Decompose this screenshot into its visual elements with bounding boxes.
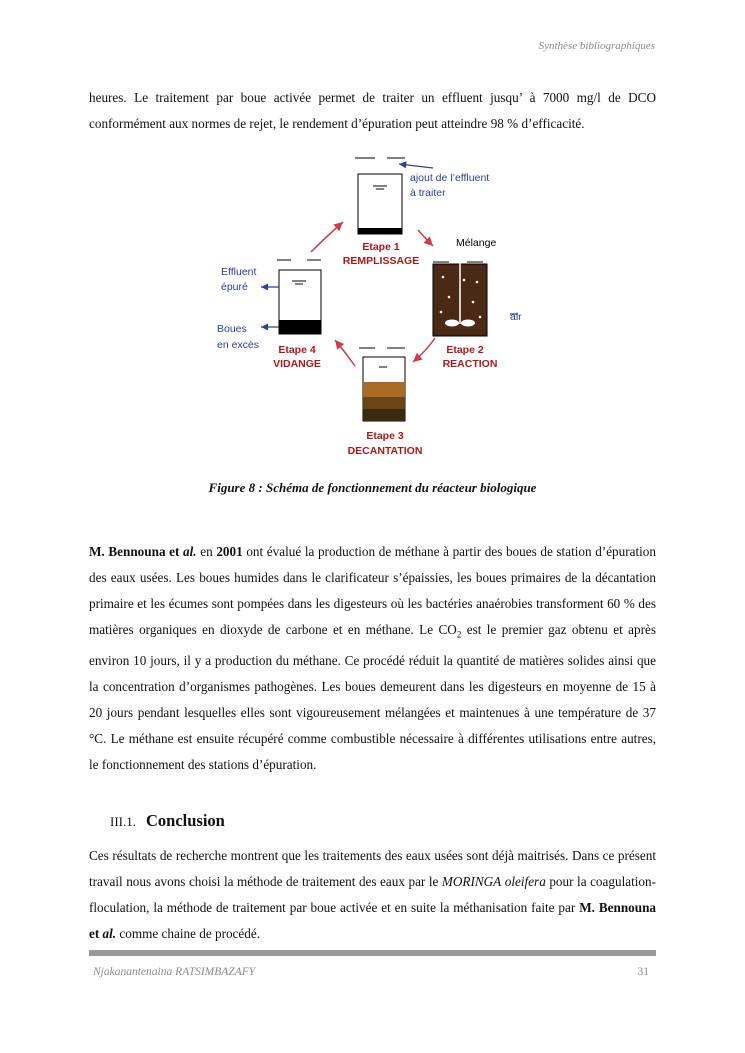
footer-rule — [89, 950, 656, 956]
reactor-cycle-svg — [215, 152, 535, 462]
tank-reaction — [433, 244, 487, 336]
air-label: air — [510, 311, 522, 323]
conclusion-author: M. Bennouna et — [89, 900, 657, 941]
running-header: Synthèse bibliographiques — [538, 40, 655, 52]
conclusion-etal: al. — [102, 926, 117, 941]
paragraph-intro: heures. Le traitement par boue activée permet de traiter un effluent jusqu’ à 7000 mg/l de DCO conformément aux normes de rejet, le rendement d’épuration peut atteindre 98 % d’efficacité. — [89, 90, 656, 131]
study-year: 2001 — [216, 544, 243, 559]
sludge-label-1: Boues — [217, 323, 247, 335]
step3-label-1: Etape 3 — [366, 430, 404, 442]
mixing-label: Mélange — [456, 237, 497, 249]
co2-subscript: 2 — [456, 629, 462, 640]
author-name: M. Bennouna et — [89, 544, 180, 559]
oleifera-term: oleifera — [504, 874, 546, 889]
cycle-arrow-1-2 — [418, 230, 433, 246]
conclusion-text-b: pour la coagulation-floculation, la méthode de traitement par boue activée et en suite la méthanisation faite par — [89, 874, 656, 915]
step3-label-2: DECANTATION — [347, 445, 423, 457]
effluent-label-1: Effluent — [221, 266, 257, 278]
cycle-arrow-3-4 — [335, 340, 355, 366]
conclusion-text-a: Ces résultats de recherche montrent que les traitements des eaux usées sont déjà maitrisés. Dans ce présent travail nous avons choisi la méthode de traitement des eaux par le — [89, 848, 656, 889]
paragraph-conclusion — [89, 843, 656, 947]
reactor-diagram — [215, 152, 535, 462]
step4-label-1: Etape 4 — [278, 344, 316, 356]
step2-label-1: Etape 2 — [446, 344, 484, 356]
page-number: 31 — [637, 966, 649, 978]
paragraph-bennouna-text-a: ont évalué la production de méthane à partir des boues de station d’épuration des eaux usées. Les boues humides dans le clarificateur s’épaissies, les boues primaires de la décantation primaire et les écumes sont pompées dans les digesteurs où les bactéries anaérobies transforment 60 % des matières organiques en dioxyde de carbone et en méthane. Le CO — [89, 544, 656, 637]
tank-draining — [277, 260, 321, 334]
step4-label-2: VIDANGE — [273, 358, 321, 370]
moringa-term: MORINGA — [441, 874, 502, 889]
sludge-label-2: en excès — [217, 339, 260, 351]
section-title: Conclusion — [146, 811, 225, 830]
section-heading — [110, 811, 225, 831]
figure-caption: Figure 8 : Schéma de fonctionnement du réacteur biologique — [208, 480, 537, 495]
cycle-arrow-4-1 — [311, 222, 343, 252]
feed-label-1: ajout de l’effluent — [410, 172, 490, 184]
cycle-arrow-2-3 — [413, 338, 435, 362]
paragraph-bennouna — [89, 539, 656, 778]
feed-arrow — [399, 164, 433, 168]
step1-label-2: REMPLISSAGE — [342, 255, 420, 267]
effluent-label-2: épuré — [221, 281, 248, 293]
paragraph-bennouna-text-b: est le premier gaz obtenu et après environ 10 jours, il y a production du méthane. Ce procédé réduit la quantité de matières solides ainsi que la concentration d’organismes pathogènes. Les boues demeurent dans les digesteurs en moyenne de 15 à 20 jours pendant lesquelles elles sont vigoureusement mélangées et maintenues à une température de 37 °C. Le méthane est ensuite récupéré comme combustible nécessaire à différentes utilisations entre autres, le fonctionnement des stations d’épuration. — [89, 622, 656, 772]
author-etal: al. — [183, 544, 197, 559]
conclusion-text-c: comme chaine de procédé. — [116, 926, 260, 941]
step1-label-1: Etape 1 — [362, 241, 400, 253]
feed-label-2: à traiter — [410, 187, 446, 199]
en-word: en — [196, 544, 217, 559]
tank-filling — [355, 158, 405, 234]
step2-label-2: REACTION — [442, 358, 498, 370]
section-number: III.1. — [110, 814, 136, 829]
tank-decantation — [359, 348, 405, 421]
footer-author: Njakanantenaina RATSIMBAZAFY — [93, 966, 256, 978]
